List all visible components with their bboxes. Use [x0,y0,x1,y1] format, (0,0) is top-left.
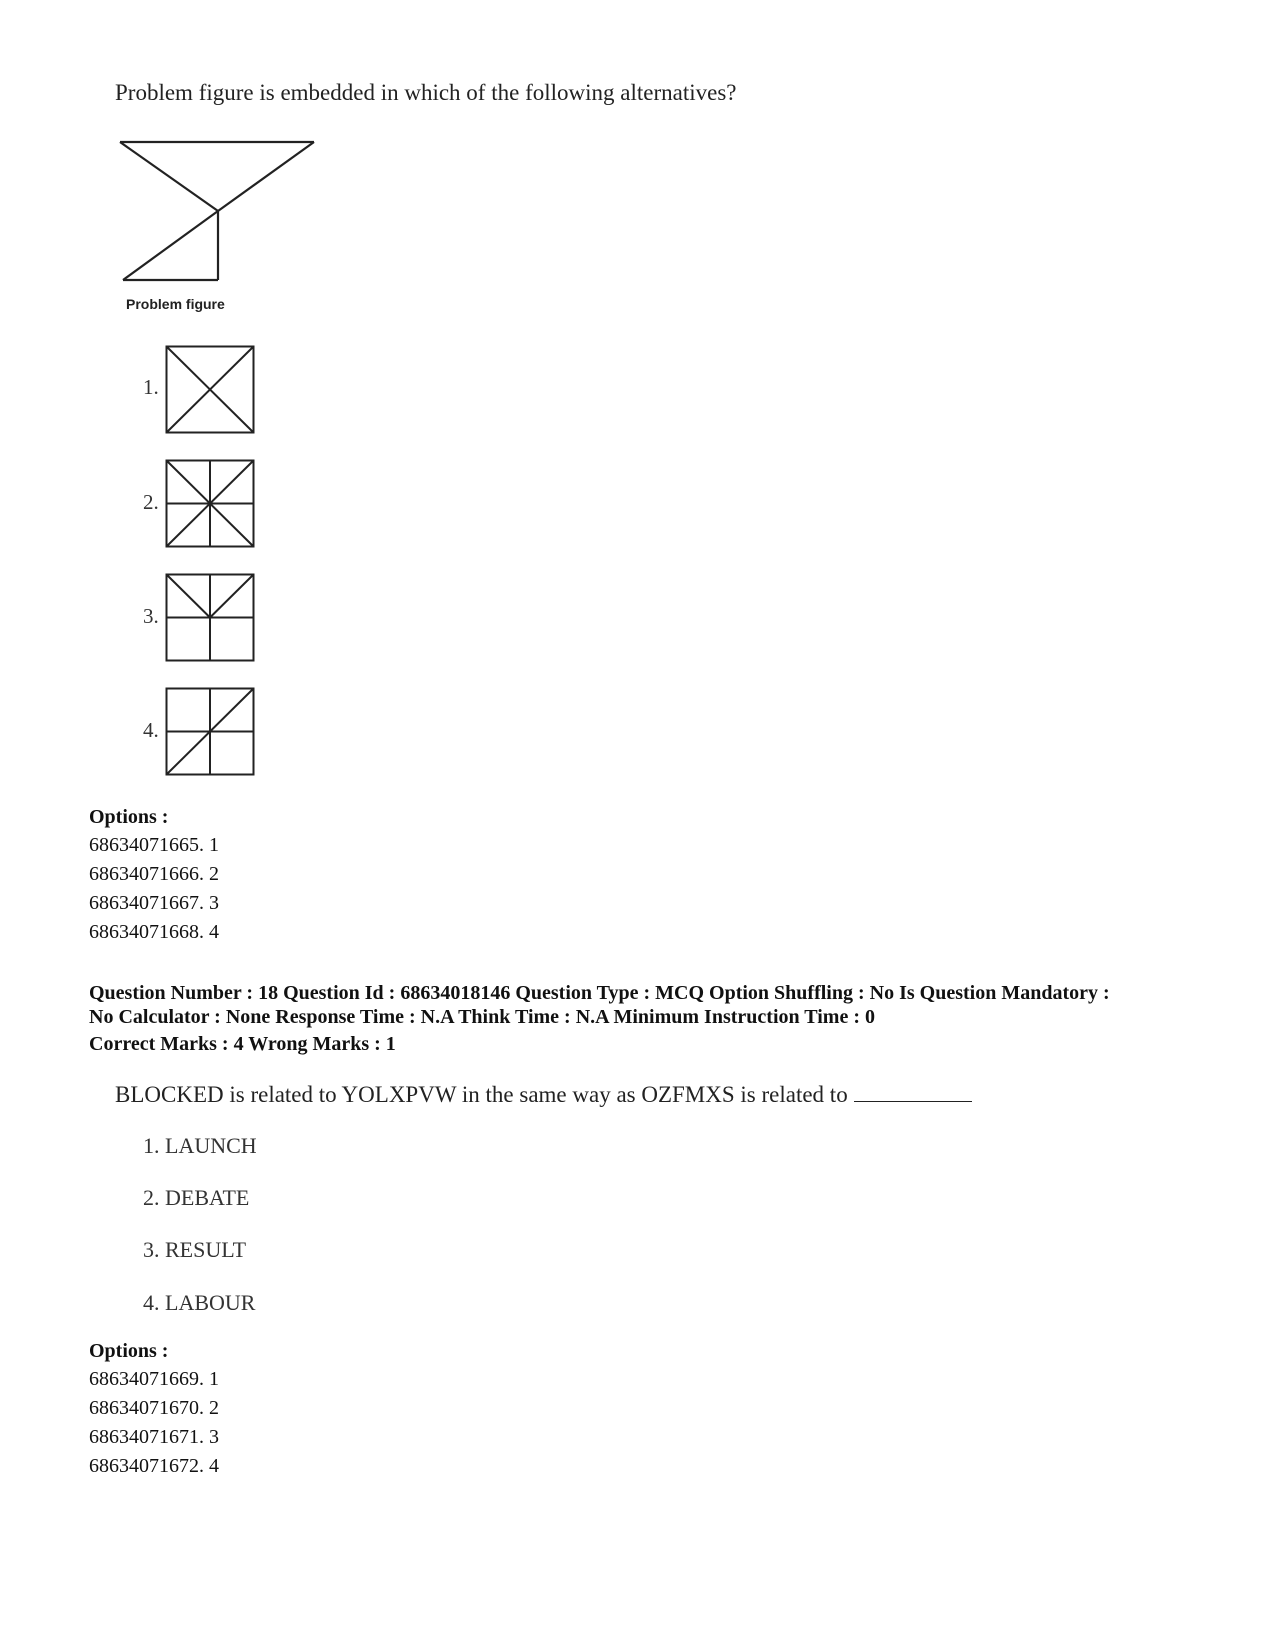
alternative-3-label: 3. [143,604,159,628]
q18-options-heading: Options : [89,1340,169,1362]
option-item: 68634071667. 3 [89,892,219,914]
alternative-1-label: 1. [143,375,159,399]
q17-options-list [89,831,219,947]
q17-question-text: Problem figure is embedded in which of the following alternatives? [115,80,737,105]
q18-meta-line-1: Question Number : 18 Question Id : 68634018146 Question Type : MCQ Option Shuffling : No Is Question Mandatory : [89,982,1110,1004]
q17-options-heading: Options : [89,806,169,828]
square-with-diagonals-and-midlines-icon [165,459,256,549]
option-item: 68634071669. 1 [89,1368,219,1390]
option-item: 68634071670. 2 [89,1397,219,1419]
square-with-midlines-and-one-diagonal-icon [165,687,256,777]
option-item: 68634071672. 4 [89,1455,219,1477]
q18-meta-line-2: No Calculator : None Response Time : N.A Think Time : N.A Minimum Instruction Time : 0 [89,1006,875,1028]
q18-meta [89,981,1110,1056]
option-item: 68634071665. 1 [89,834,219,856]
q18-meta-line-3: Correct Marks : 4 Wrong Marks : 1 [89,1033,396,1055]
q18-choice-3: 3. RESULT [143,1237,247,1262]
alternative-4-label: 4. [143,718,159,742]
option-item: 68634071666. 2 [89,863,219,885]
q18-options-list [89,1365,219,1481]
square-with-midlines-and-top-v-icon [165,573,256,663]
square-with-both-diagonals-icon [165,345,256,435]
q18-choice-1: 1. LAUNCH [143,1133,257,1158]
problem-figure [116,138,318,284]
q18-question [115,1082,972,1108]
option-item: 68634071671. 3 [89,1426,219,1448]
option-item: 68634071668. 4 [89,921,219,943]
answer-blank [854,1083,972,1102]
problem-figure-caption: Problem figure [126,296,225,312]
alternative-2-label: 2. [143,490,159,514]
q18-choice-4: 4. LABOUR [143,1290,256,1315]
q18-question-text: BLOCKED is related to YOLXPVW in the same way as OZFMXS is related to [115,1082,848,1107]
q18-choice-2: 2. DEBATE [143,1185,250,1210]
